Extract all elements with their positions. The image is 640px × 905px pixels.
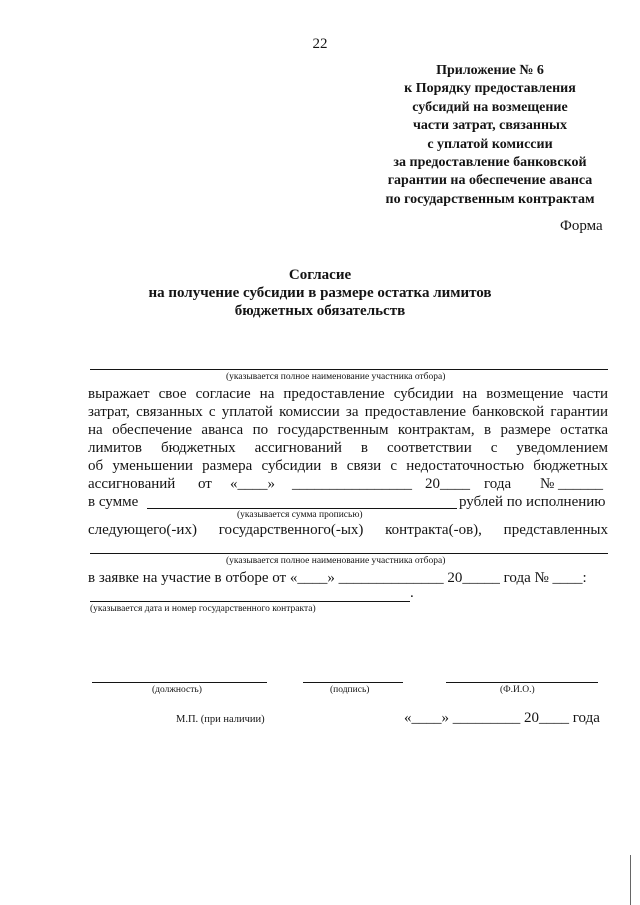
annex-line: субсидий на возмещение <box>412 99 568 115</box>
annex-line: гарантии на обеспечение аванса <box>387 173 593 189</box>
body-line: следующего(-их) государственного(-ых) контракта(-ов), представленных <box>88 522 608 538</box>
title-line: Согласие <box>288 267 352 283</box>
page-number: 22 <box>312 36 328 52</box>
scan-edge-mark <box>630 855 632 905</box>
annex-heading <box>330 62 640 209</box>
signature-field[interactable] <box>303 682 403 683</box>
body-line: лимитов бюджетных ассигнований в соответствии с уведомлением <box>88 440 608 456</box>
notice-number-field[interactable]: № ______ <box>540 476 604 492</box>
notice-month-field[interactable]: ________________ <box>292 476 412 492</box>
amount-words-field[interactable] <box>147 508 457 509</box>
position-field[interactable] <box>92 682 267 683</box>
document-title <box>0 266 640 320</box>
participant-name-line-2[interactable] <box>90 553 608 554</box>
body-word: от <box>198 476 212 492</box>
title-line: бюджетных обязательств <box>234 303 406 319</box>
annex-line: к Порядку предоставления <box>404 81 576 97</box>
annex-line: Приложение № 6 <box>436 63 544 78</box>
body-line: выражает свое согласие на предоставление субсидии на возмещение части <box>88 386 608 402</box>
participant-name-line[interactable] <box>90 369 608 370</box>
signature-hint: (подпись) <box>330 685 370 695</box>
annex-line: части затрат, связанных <box>413 118 567 134</box>
body-word: рублей по исполнению <box>459 494 606 510</box>
application-date-line[interactable]: в заявке на участие в отборе от «____» ______________ 20_____ года № ____: <box>88 570 587 586</box>
body-word: ассигнований <box>88 476 176 492</box>
amount-words-hint: (указывается сумма прописью) <box>237 510 363 520</box>
body-word: в сумме <box>88 494 139 510</box>
full-name-field[interactable] <box>446 682 598 683</box>
line-end-period: . <box>410 585 414 601</box>
participant-name-hint-2: (указывается полное наименование участника отбора) <box>226 556 446 566</box>
position-hint: (должность) <box>152 685 202 695</box>
annex-line: с уплатой комиссии <box>427 136 553 152</box>
contract-date-number-field[interactable] <box>90 601 410 602</box>
annex-line: по государственным контрактам <box>385 191 595 207</box>
body-line: об уменьшении размера субсидии в связи с недостаточностью бюджетных <box>88 458 608 474</box>
annex-line: за предоставление банковской <box>393 155 587 171</box>
signing-date-line[interactable]: «____» _________ 20____ года <box>404 710 600 726</box>
full-name-hint: (Ф.И.О.) <box>500 685 535 695</box>
notice-year-field[interactable]: 20____ <box>425 476 470 492</box>
body-line: на обеспечение аванса по государственным контрактам, в размере остатка <box>88 422 608 438</box>
participant-name-hint: (указывается полное наименование участника отбора) <box>226 372 446 382</box>
contract-date-number-hint: (указывается дата и номер государственного контракта) <box>90 604 316 614</box>
body-word: года <box>484 476 512 492</box>
title-line: на получение субсидии в размере остатка лимитов <box>148 285 492 301</box>
body-line: затрат, связанных с уплатой комиссии за предоставление банковской гарантии <box>88 404 608 420</box>
notice-day-field[interactable]: «____» <box>230 476 275 492</box>
form-label: Форма <box>560 218 603 234</box>
seal-place-label: М.П. (при наличии) <box>176 714 265 725</box>
